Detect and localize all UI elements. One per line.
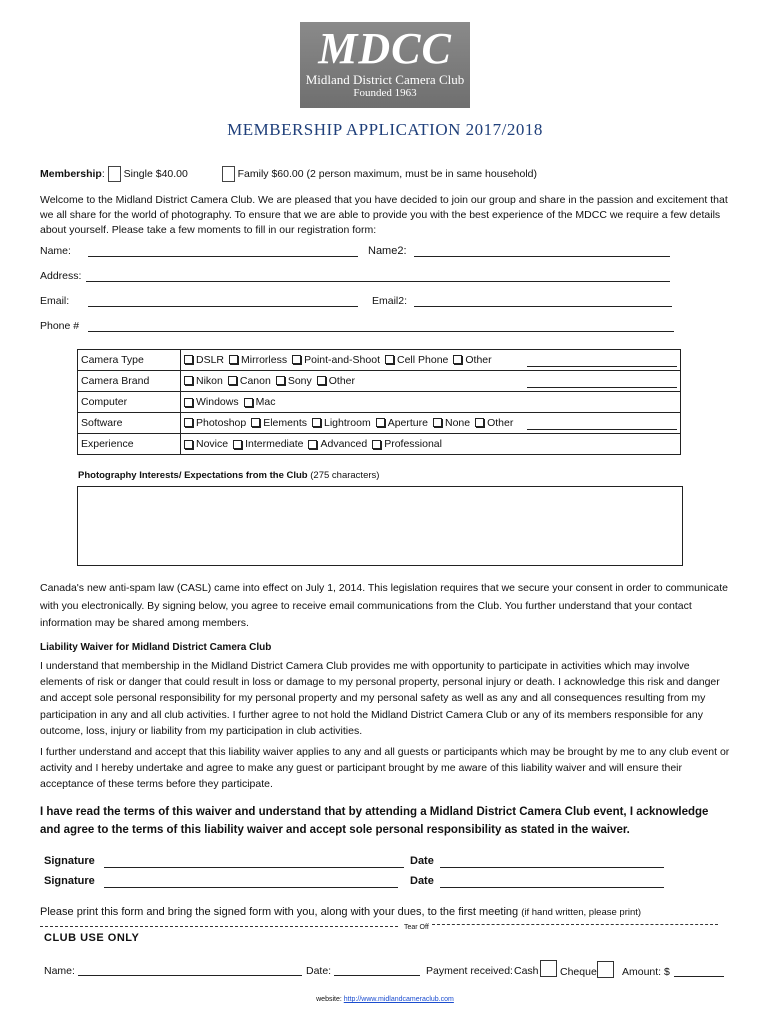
signature-label-2: Signature bbox=[44, 875, 95, 887]
equipment-options bbox=[181, 413, 681, 434]
option-label: Other bbox=[465, 353, 492, 366]
option-label: Photoshop bbox=[196, 416, 247, 429]
interests-note: (275 characters) bbox=[310, 470, 380, 481]
equipment-row-label: Computer bbox=[78, 392, 181, 413]
option-label: Advanced bbox=[320, 438, 368, 450]
option-label: Professional bbox=[384, 438, 442, 450]
amount-label: Amount: $ bbox=[622, 966, 670, 978]
membership-row: Membership: Single $40.00 Family $60.00 (2 person maximum, must be in same household) bbox=[40, 166, 740, 182]
equipment-row bbox=[78, 413, 681, 434]
date-input-1[interactable] bbox=[440, 867, 664, 868]
address-label: Address: bbox=[40, 270, 82, 282]
option-label: DSLR bbox=[196, 353, 225, 366]
tear-line-left bbox=[40, 926, 398, 927]
logo-initials: MDCC bbox=[318, 24, 452, 73]
equipment-options bbox=[181, 434, 681, 455]
club-name-input[interactable] bbox=[78, 975, 302, 976]
option-label: Other bbox=[328, 374, 356, 387]
equipment-row-label: Camera Type bbox=[78, 350, 181, 371]
option-checkbox[interactable] bbox=[184, 440, 193, 449]
name-input[interactable] bbox=[88, 256, 358, 257]
equipment-row bbox=[78, 434, 681, 455]
equipment-row-label: Camera Brand bbox=[78, 371, 181, 392]
family-checkbox[interactable] bbox=[222, 166, 235, 182]
date-label-1: Date bbox=[410, 855, 434, 867]
cheque-label: Cheque bbox=[560, 966, 597, 978]
payment-label: Payment received: bbox=[426, 965, 513, 977]
date-label-2: Date bbox=[410, 875, 434, 887]
option-label: Nikon bbox=[196, 374, 223, 387]
option-label: Windows bbox=[196, 396, 239, 408]
option-checkbox[interactable] bbox=[184, 398, 193, 407]
option-checkbox[interactable] bbox=[233, 440, 242, 449]
waiver-heading: Liability Waiver for Midland District Camera Club bbox=[40, 642, 272, 653]
cash-label: Cash bbox=[514, 965, 539, 977]
option-label: Cell Phone bbox=[397, 353, 449, 366]
option-label: Lightroom bbox=[324, 416, 371, 429]
interests-heading bbox=[78, 470, 379, 481]
email2-input[interactable] bbox=[414, 306, 672, 307]
option-label: Other bbox=[487, 416, 514, 429]
option-label: Intermediate bbox=[245, 438, 304, 450]
signature-input-2[interactable] bbox=[104, 887, 398, 888]
option-checkbox[interactable] bbox=[317, 376, 326, 385]
option-checkbox[interactable] bbox=[308, 440, 317, 449]
website-link[interactable]: http://www.midlandcameraclub.com bbox=[343, 996, 454, 1003]
signature-label-1: Signature bbox=[44, 855, 95, 867]
equipment-options bbox=[181, 350, 681, 371]
waiver-acknowledgement: I have read the terms of this waiver and understand that by attending a Midland District Camera Club event, I acknowledge and agree to the terms of this liability waiver and accept sole personal responsibility as stated in the waiver. bbox=[40, 806, 709, 836]
club-name-label: Name: bbox=[44, 965, 75, 977]
waiver-paragraph-2: I further understand and accept that this liability waiver applies to any and all guests or participants which may be brought by me to any club event or activity and I hereby undertake and agree to make any guest or participant brought by me aware of this liability waiver and will ensure their acceptance of these terms before they participate. bbox=[40, 746, 730, 791]
single-option-label: Single $40.00 bbox=[123, 167, 188, 180]
club-logo bbox=[300, 22, 470, 108]
email-label: Email: bbox=[40, 295, 70, 307]
option-label: Novice bbox=[196, 438, 229, 450]
cash-checkbox[interactable] bbox=[540, 960, 557, 977]
interests-label: Photography Interests/ Expectations from the Club bbox=[78, 470, 308, 481]
option-checkbox[interactable] bbox=[372, 440, 381, 449]
option-checkbox[interactable] bbox=[475, 418, 484, 427]
option-checkbox[interactable] bbox=[312, 418, 321, 427]
equipment-row bbox=[78, 371, 681, 392]
other-specify-input[interactable] bbox=[527, 375, 677, 388]
logo-club-name: Midland District Camera Club bbox=[305, 72, 465, 87]
option-label: Mirrorless bbox=[241, 353, 288, 366]
equipment-options bbox=[181, 392, 681, 413]
equipment-row-label: Software bbox=[78, 413, 181, 434]
phone-input[interactable] bbox=[88, 331, 674, 332]
casl-text: Canada's new anti-spam law (CASL) came into effect on July 1, 2014. This legislation requires that we secure your consent in order to communicate with you electronically. By signing below, you agree to receive email communications from the Club. You further understand that your contact information may be shared among members. bbox=[40, 582, 728, 629]
equipment-options bbox=[181, 371, 681, 392]
option-checkbox[interactable] bbox=[184, 355, 193, 364]
waiver-paragraph-1: I understand that membership in the Midland District Camera Club provides me with opportunity to participate in activities which may involve elements of risk or danger that could result in loss or damage to my personal property, personal injury or death. I acknowledge this risk and danger and accept sole personal responsibility for my personal property and my personal safety as well as any and all consequences resulting from my participation in any and all club activities. I further agree to not hold the Midland District Camera Club or any of its members responsible for any outcome, loss, injury or liability from my participation in club activities. bbox=[40, 660, 720, 737]
other-specify-input[interactable] bbox=[527, 417, 677, 430]
option-label: None bbox=[444, 416, 471, 429]
option-label: Canon bbox=[239, 374, 271, 387]
print-note-small: (if hand written, please print) bbox=[521, 907, 642, 918]
equipment-row bbox=[78, 350, 681, 371]
name2-label: Name2: bbox=[368, 245, 407, 257]
option-checkbox[interactable] bbox=[184, 418, 193, 427]
option-checkbox[interactable] bbox=[228, 376, 237, 385]
email-input[interactable] bbox=[88, 306, 358, 307]
option-checkbox[interactable] bbox=[184, 376, 193, 385]
membership-label: Membership bbox=[40, 167, 102, 180]
signature-input-1[interactable] bbox=[104, 867, 404, 868]
welcome-text: Welcome to the Midland District Camera Club. We are pleased that you have decided to join our group and share in the passion and excitement that we all share for the world of photography. To ensure that we are able to provide you with the best experience of the MDCC we require a few details about yourself. Please take a few moments to fill in our registration form: bbox=[40, 194, 728, 236]
other-specify-input[interactable] bbox=[527, 354, 677, 367]
club-date-input[interactable] bbox=[334, 975, 420, 976]
single-checkbox[interactable] bbox=[108, 166, 121, 182]
tear-line-right bbox=[432, 924, 718, 925]
option-checkbox[interactable] bbox=[276, 376, 285, 385]
equipment-table bbox=[77, 349, 681, 455]
page-title: MEMBERSHIP APPLICATION 2017/2018 bbox=[227, 120, 543, 139]
print-instructions bbox=[40, 906, 641, 918]
option-checkbox[interactable] bbox=[244, 398, 253, 407]
option-label: Aperture bbox=[387, 416, 428, 429]
option-label: Mac bbox=[255, 396, 276, 408]
logo-founded: Founded 1963 bbox=[353, 87, 417, 99]
club-date-label: Date: bbox=[306, 965, 332, 977]
website-label: website: bbox=[316, 996, 342, 1003]
amount-input[interactable] bbox=[674, 976, 724, 977]
club-use-heading: CLUB USE ONLY bbox=[44, 932, 140, 944]
option-checkbox[interactable] bbox=[292, 355, 301, 364]
option-checkbox[interactable] bbox=[433, 418, 442, 427]
website-footer bbox=[0, 996, 770, 1003]
option-checkbox[interactable] bbox=[229, 355, 238, 364]
option-checkbox[interactable] bbox=[453, 355, 462, 364]
option-label: Sony bbox=[287, 374, 312, 387]
family-option-label: Family $60.00 (2 person maximum, must be in same household) bbox=[237, 167, 538, 180]
name-label: Name: bbox=[40, 245, 71, 257]
email2-label: Email2: bbox=[372, 295, 408, 307]
option-label: Point-and-Shoot bbox=[304, 353, 380, 366]
equipment-row-label: Experience bbox=[78, 434, 181, 455]
address-input[interactable] bbox=[86, 281, 670, 282]
tear-off-label: Tear Off bbox=[404, 924, 429, 931]
print-note: Please print this form and bring the signed form with you, along with your dues, to the first meeting bbox=[40, 906, 519, 918]
name2-input[interactable] bbox=[414, 256, 670, 257]
equipment-row bbox=[78, 392, 681, 413]
option-checkbox[interactable] bbox=[385, 355, 394, 364]
option-checkbox[interactable] bbox=[376, 418, 385, 427]
interests-textarea[interactable] bbox=[77, 486, 683, 566]
date-input-2[interactable] bbox=[440, 887, 664, 888]
option-checkbox[interactable] bbox=[251, 418, 260, 427]
phone-label: Phone # bbox=[40, 320, 80, 332]
option-label: Elements bbox=[263, 416, 307, 429]
cheque-checkbox[interactable] bbox=[597, 961, 614, 978]
